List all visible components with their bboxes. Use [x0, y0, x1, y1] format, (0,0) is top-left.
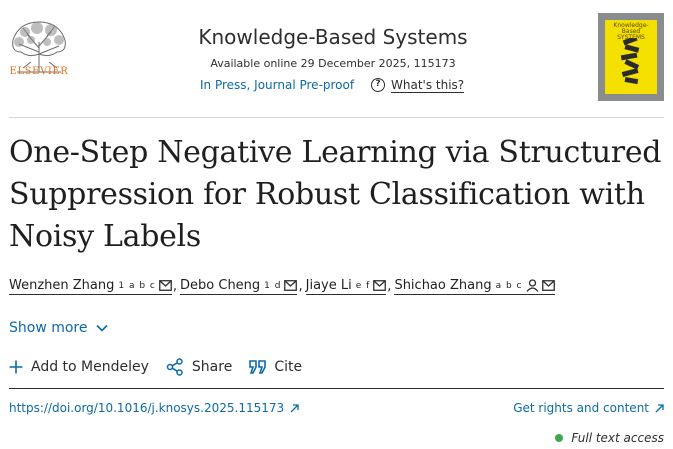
whats-this-button[interactable]	[371, 76, 464, 94]
question-circle-icon: ?	[371, 78, 385, 92]
envelope-icon	[542, 280, 555, 291]
cover-title: Knowledge-Based SYSTEMS	[613, 22, 649, 41]
toolbar-divider	[9, 388, 664, 389]
in-press-link[interactable]: In Press, Journal Pre-proof	[200, 78, 355, 92]
author-affiliations: 1 a b c	[118, 280, 156, 291]
get-rights-label: Get rights and content	[513, 401, 649, 415]
plus-icon	[9, 360, 23, 374]
author-separator: ,	[298, 279, 303, 294]
add-to-mendeley-button[interactable]	[9, 359, 149, 375]
external-link-icon	[655, 404, 664, 413]
show-more-label: Show more	[9, 320, 88, 336]
cite-button[interactable]	[249, 359, 302, 375]
external-link-icon	[290, 404, 299, 413]
author-list	[9, 278, 669, 295]
author-link[interactable]	[394, 278, 554, 295]
author-separator: ,	[172, 279, 178, 294]
share-button[interactable]	[166, 358, 232, 376]
article-title: One-Step Negative Learning via Structured Suppression for Robust Classification with Noisy Labels	[9, 135, 662, 254]
journal-title[interactable]: Knowledge-Based Systems	[198, 25, 468, 49]
author-affiliations: 1 d	[264, 280, 282, 291]
full-text-access-label: Full text access	[571, 431, 664, 445]
full-text-access-indicator	[555, 431, 664, 445]
header-divider	[9, 117, 664, 118]
chevron-down-icon	[96, 322, 108, 334]
author-affiliations: a b c	[495, 280, 523, 291]
quote-icon	[249, 360, 266, 374]
doi-label: https://doi.org/10.1016/j.knosys.2025.115173	[9, 401, 285, 415]
get-rights-link[interactable]	[513, 401, 664, 415]
available-online-date: Available online 29 December 2025, 115173	[210, 57, 456, 70]
doi-link[interactable]	[9, 401, 299, 415]
author-name: Shichao Zhang	[394, 278, 492, 293]
envelope-icon	[159, 280, 172, 291]
author-affiliations: e f	[355, 280, 371, 291]
share-label: Share	[191, 359, 233, 375]
share-icon	[166, 358, 184, 376]
author-link[interactable]	[306, 278, 387, 295]
author-name: Debo Cheng	[180, 278, 261, 293]
publisher-wordmark: ELSEVIER	[9, 66, 69, 77]
person-icon	[526, 279, 539, 292]
envelope-icon	[284, 280, 297, 291]
access-status-dot-icon	[555, 434, 563, 442]
add-to-mendeley-label: Add to Mendeley	[31, 359, 149, 375]
whats-this-label: What's this?	[391, 77, 465, 92]
author-link[interactable]	[180, 278, 297, 295]
article-toolbar	[9, 358, 319, 376]
cite-label: Cite	[274, 359, 303, 375]
envelope-icon	[373, 280, 386, 291]
author-separator: ,	[387, 279, 392, 294]
journal-cover-thumbnail[interactable]	[598, 13, 664, 101]
author-name: Jiaye Li	[305, 278, 352, 293]
author-link[interactable]	[9, 278, 172, 295]
cover-artwork-icon	[619, 38, 643, 90]
author-name: Wenzhen Zhang	[9, 278, 115, 293]
show-more-button[interactable]	[9, 320, 108, 336]
